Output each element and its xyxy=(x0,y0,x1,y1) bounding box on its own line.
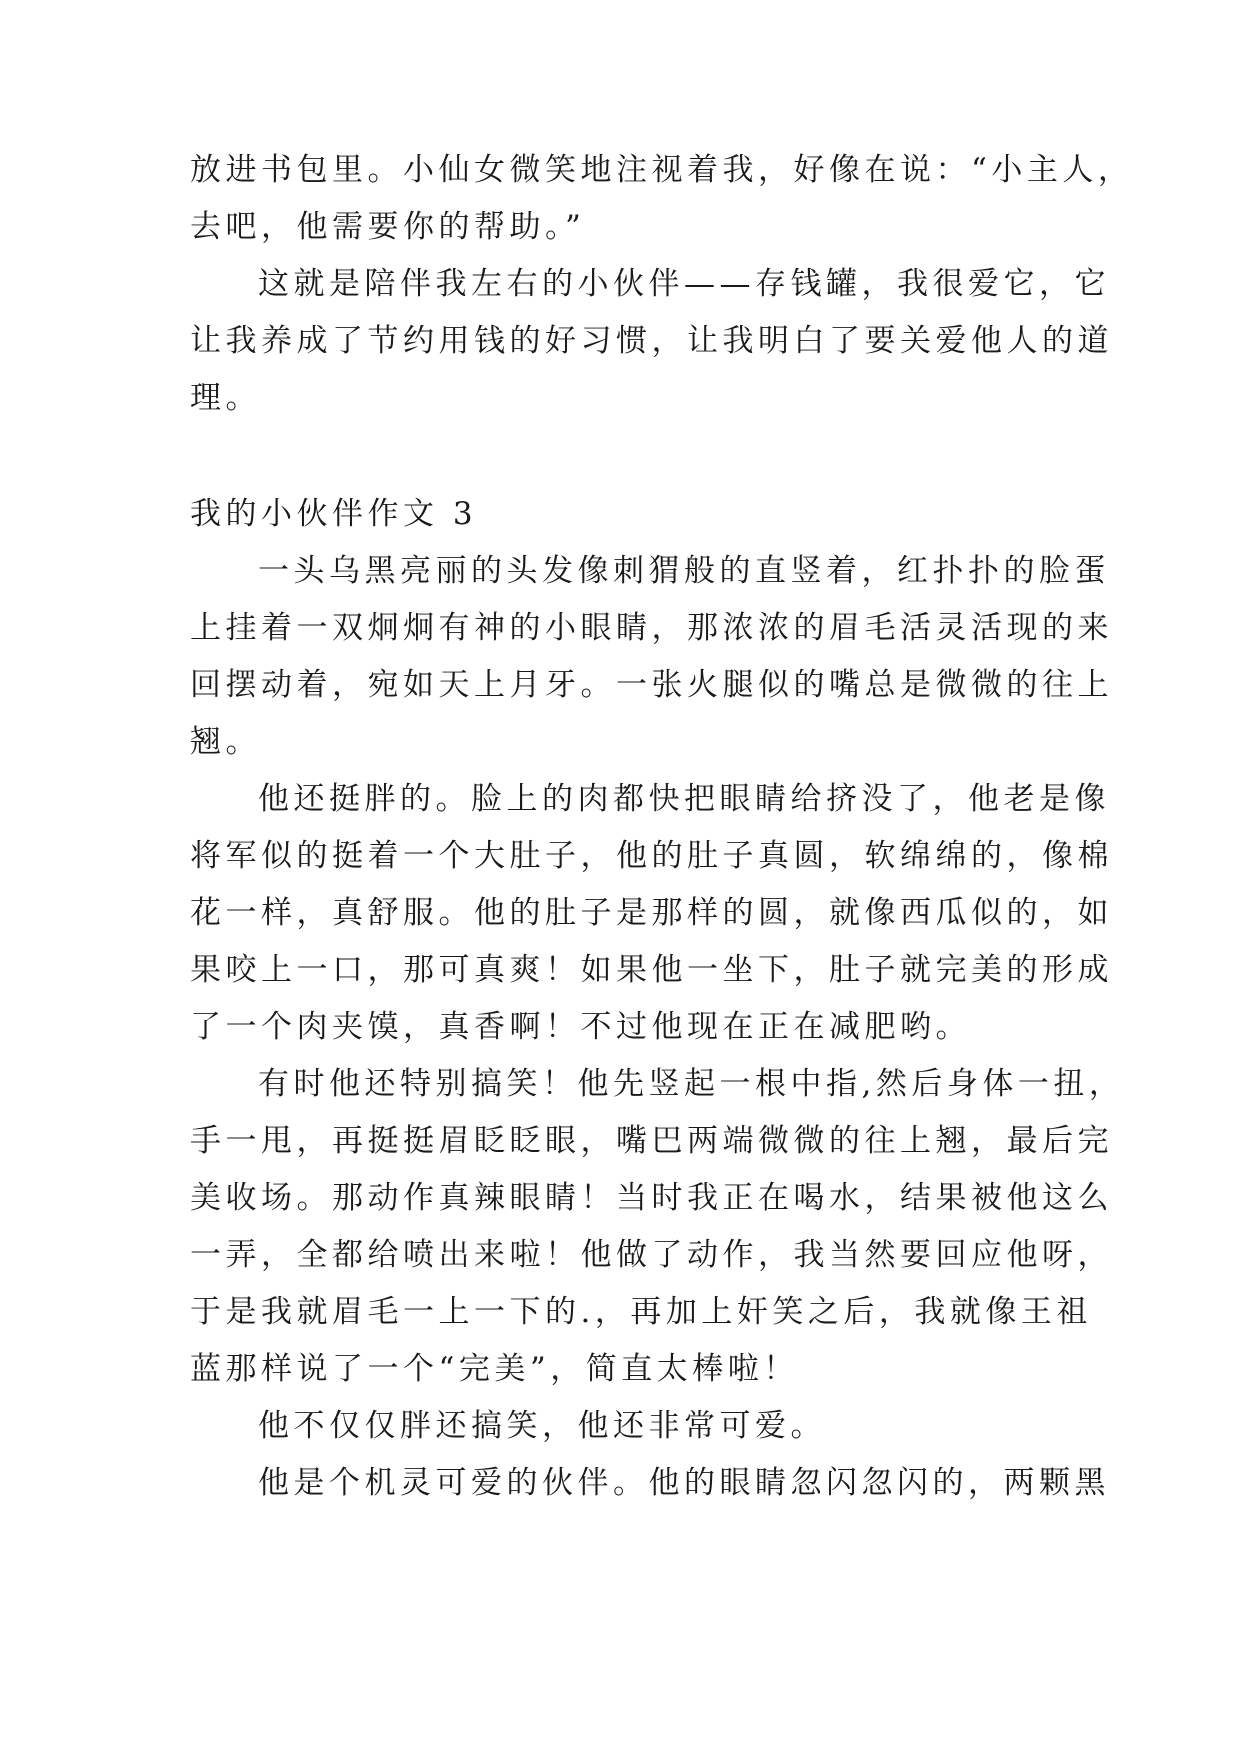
text-line: 理。 xyxy=(190,380,261,416)
text-line: 有时他还特别搞笑！他先竖起一根中指,然后身体一扭， xyxy=(258,1066,1125,1102)
text-line: 花一样，真舒服。他的肚子是那样的圆，就像西瓜似的，如 xyxy=(190,895,1113,931)
text-line: 上挂着一双炯炯有神的小眼睛，那浓浓的眉毛活灵活现的来 xyxy=(190,610,1113,646)
text-line: 蓝那样说了一个“完美”，简直太棒啦！ xyxy=(190,1351,799,1387)
text-line: 一弄，全都给喷出来啦！他做了动作，我当然要回应他呀， xyxy=(190,1237,1113,1273)
text-line: 翘。 xyxy=(190,724,261,760)
text-line: 一头乌黑亮丽的头发像刺猬般的直竖着，红扑扑的脸蛋 xyxy=(258,553,1110,589)
text-line: 于是我就眉毛一上一下的.，再加上奸笑之后，我就像王祖 xyxy=(190,1294,1092,1330)
text-line: 放进书包里。小仙女微笑地注视着我，好像在说：“小主人， xyxy=(190,152,1134,188)
text-line: 这就是陪伴我左右的小伙伴——存钱罐，我很爱它，它 xyxy=(258,266,1110,302)
text-line: 回摆动着，宛如天上月牙。一张火腿似的嘴总是微微的往上 xyxy=(190,667,1113,703)
text-line: 他是个机灵可爱的伙伴。他的眼睛忽闪忽闪的，两颗黑 xyxy=(258,1465,1110,1501)
text-line: 去吧，他需要你的帮助。” xyxy=(190,209,586,245)
text-line: 美收场。那动作真辣眼睛！当时我正在喝水，结果被他这么 xyxy=(190,1180,1113,1216)
text-line: 果咬上一口，那可真爽！如果他一坐下，肚子就完美的形成 xyxy=(190,952,1113,988)
text-line: 他不仅仅胖还搞笑，他还非常可爱。 xyxy=(258,1408,826,1444)
text-line: 他还挺胖的。脸上的肉都快把眼睛给挤没了，他老是像 xyxy=(258,781,1110,817)
text-line: 了一个肉夹馍，真香啊！不过他现在正在减肥哟。 xyxy=(190,1009,971,1045)
section-heading: 我的小伙伴作文 3 xyxy=(190,496,478,532)
text-line: 让我养成了节约用钱的好习惯，让我明白了要关爱他人的道 xyxy=(190,323,1113,359)
text-line: 手一甩，再挺挺眉眨眨眼，嘴巴两端微微的往上翘，最后完 xyxy=(190,1123,1113,1159)
text-line: 将军似的挺着一个大肚子，他的肚子真圆，软绵绵的，像棉 xyxy=(190,838,1113,874)
